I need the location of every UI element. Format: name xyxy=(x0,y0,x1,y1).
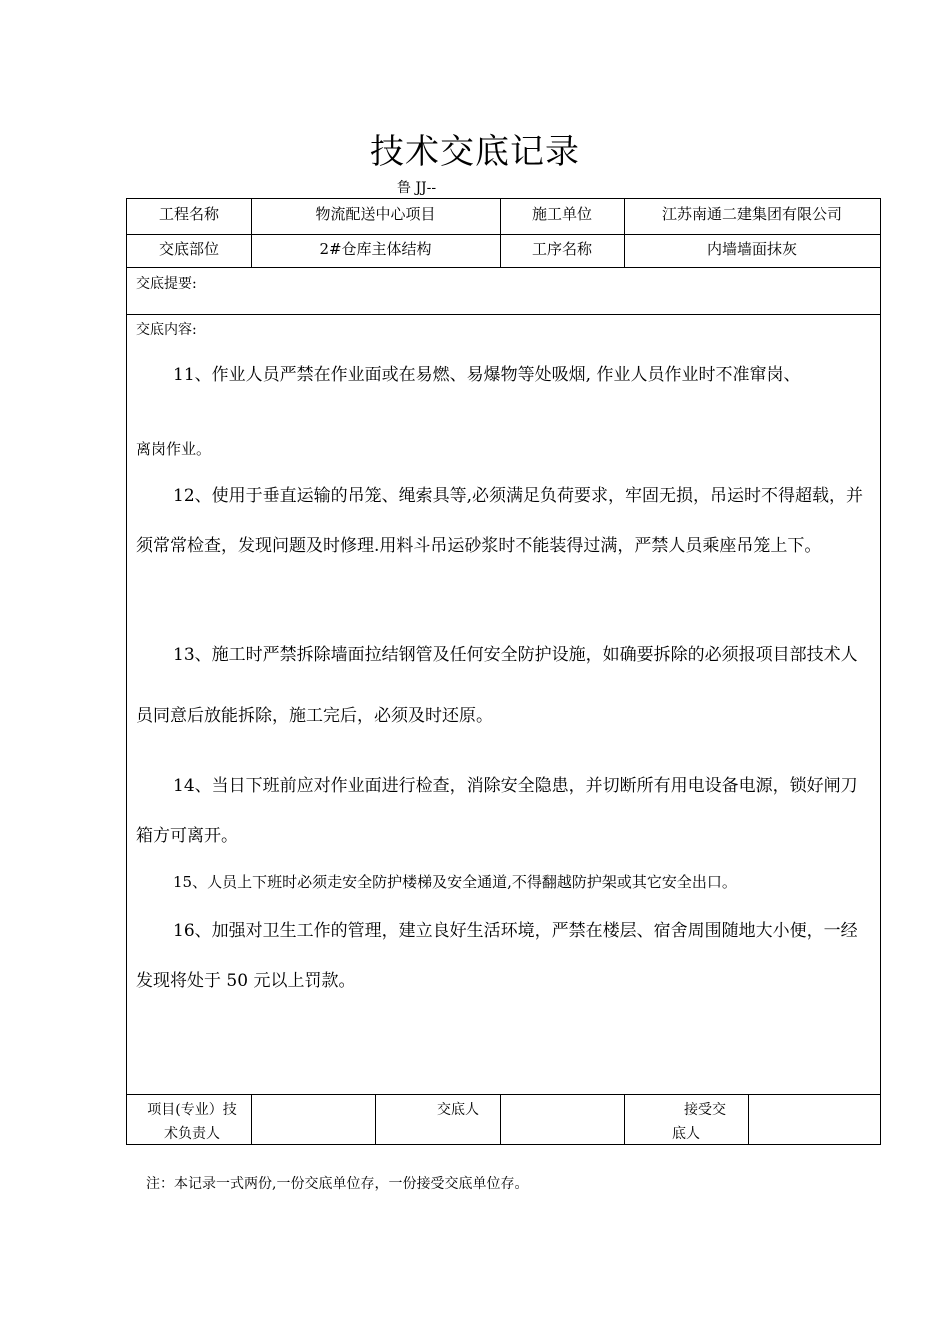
content-label: 交底内容: xyxy=(136,322,197,338)
record-table xyxy=(126,198,881,1145)
part-value: 2#仓库主体结构 xyxy=(319,240,432,258)
row-divider xyxy=(127,234,880,235)
item-11: 11、作业人员严禁在作业面或在易燃、易爆物等处吸烟, 作业人员作业时不准窜岗、 xyxy=(173,365,801,385)
giver-label: 交底人 xyxy=(437,1102,479,1118)
project-label: 工程名称 xyxy=(158,205,219,223)
col-divider xyxy=(624,1094,625,1144)
process-value: 内墙墙面抹灰 xyxy=(706,240,797,258)
row-divider xyxy=(127,314,880,315)
process-label: 工序名称 xyxy=(531,240,592,258)
item-15: 15、人员上下班时必须走安全防护楼梯及安全通道,不得翻越防护架或其它安全出口。 xyxy=(173,873,737,891)
tech-lead-label: 项目(专业）技 术负责人 xyxy=(147,1102,237,1142)
item-13: 13、施工时严禁拆除墙面拉结钢管及任何安全防护设施，如确要拆除的必须报项目部技术人员同意后放能拆除，施工完后，必须及时还原。 xyxy=(136,645,858,726)
unit-label: 施工单位 xyxy=(531,205,592,223)
project-value: 物流配送中心项目 xyxy=(315,205,436,223)
row-divider xyxy=(127,267,880,268)
col-divider xyxy=(748,1094,749,1144)
part-label: 交底部位 xyxy=(158,240,219,258)
item-16: 16、加强对卫生工作的管理，建立良好生活环境，严禁在楼层、宿舍周围随地大小便，一经发现将处于 50 元以上罚款。 xyxy=(136,921,858,991)
item-12: 12、使用于垂直运输的吊笼、绳索具等,必须满足负荷要求，牢固无损，吊运时不得超载，并须常常检查，发现问题及时修理.用料斗吊运砂浆时不能装得过满，严禁人员乘座吊笼上下。 xyxy=(136,486,864,556)
col-divider xyxy=(375,1094,376,1144)
document-code: 鲁 JJ-- xyxy=(397,180,437,196)
row-divider xyxy=(127,1094,880,1095)
summary-label: 交底提要: xyxy=(136,276,197,292)
receiver-label: 接受交 底人 xyxy=(672,1102,726,1142)
item-14: 14、当日下班前应对作业面进行检查，消除安全隐患，并切断所有用电设备电源，锁好闸刀箱方可离开。 xyxy=(136,776,858,846)
col-divider xyxy=(500,1094,501,1144)
document-title: 技术交底记录 xyxy=(370,132,580,172)
footnote: 注：本记录一式两份,一份交底单位存，一份接受交底单位存。 xyxy=(146,1176,529,1192)
col-divider xyxy=(251,1094,252,1144)
item-11-continued: 离岗作业。 xyxy=(136,440,212,458)
unit-value: 江苏南通二建集团有限公司 xyxy=(661,205,842,223)
